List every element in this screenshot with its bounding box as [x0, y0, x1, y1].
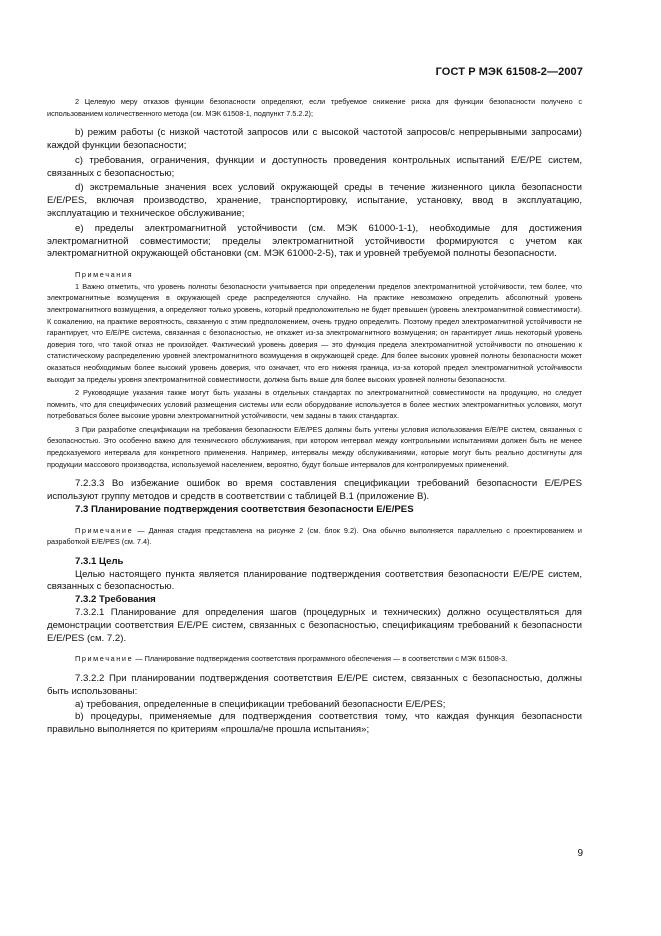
item-c: c) требования, ограничения, функции и доступность проведения контрольных испытаний E/E/PE систем, связанных с безопасностью; — [47, 154, 582, 179]
item-b-2: b) процедуры, применяемые для подтверждения соответствия тому, что каждая функция безопасности правильно выполняется по критериям «прошла/не прошла испытания»; — [47, 711, 582, 736]
item-a-2: a) требования, определенные в спецификации требований безопасности E/E/PES; — [75, 698, 446, 710]
note-label: Примечание — [75, 525, 134, 535]
note-1: 1 Важно отметить, что уровень полноты безопасности учитывается при определении пределов электромагнитной устойчивости, тем более, что электромагнитные возмущения в окружающей среде распределяются случайно. На практике невозможно определить абсолютный уровень электромагнитного возмущения, а определяют только уровень, который предположительно не будет превышен (уровень электромагнитной совместимости). К сожалению, на практике вероятность, связанную с этим предположением, очень трудно определить. Поэтому предел электромагнитной устойчивости не гарантирует, что E/E/PE система, связанная с безопасностью, не откажет из-за электромагнитного возмущения; он гарантирует лишь некоторый уровень доверия того, что такой отказ не произойдет. Фактический уровень доверия — это функция предела электромагнитной устойчивости по отношению к статистическому распределению уровней электромагнитного возмущения в окружающей среде. Для более высоких уровней полноты безопасности может оказаться необходимым более высокий уровень доверия, что означает, что его нижняя граница, из-за которой предел электромагнитной устойчивости выходит за пределы уровня электромагнитной совместимости, должна быть выше для более высоких уровней полноты безопасности. — [47, 281, 582, 384]
notes-title: Примечания — [75, 270, 134, 280]
note-2-top: 2 Целевую меру отказов функции безопасности определяют, если требуемое снижение риска для функции безопасности получено с использованием количественного метода (см. МЭК 61508-1, подпункт 7.5.2.2); — [47, 97, 582, 118]
item-e: e) пределы электромагнитной устойчивости (см. МЭК 61000-1-1), необходимые для достижения электромагнитной совместимости; пределы электромагнитной устойчивости формируются с учетом как электромагнитной окружающей обстановки (см. МЭК 61000-2-5), так и уровней требуемой полноты безопасности. — [47, 222, 582, 260]
clause-7-2-3-3: 7.2.3.3 Во избежание ошибок во время составления спецификации требований безопасности E/E/PES используют группу методов и средств в соответствии с таблицей B.1 (приложение B). — [47, 478, 582, 503]
note-7-3 — [47, 525, 582, 548]
heading-7-3-2: 7.3.2 Требования — [75, 594, 156, 606]
section-heading-7-3: 7.3 Планирование подтверждения соответствия безопасности E/E/PES — [75, 503, 414, 515]
document-code-header: ГОСТ Р МЭК 61508-2—2007 — [435, 66, 583, 78]
clause-7-3-2-2: 7.3.2.2 При планировании подтверждения соответствия E/E/PE систем, связанных с безопасностью, должны быть использованы: — [47, 673, 582, 697]
heading-7-3-1: 7.3.1 Цель — [75, 555, 124, 567]
clause-7-3-2-1: 7.3.2.1 Планирование для определения шагов (процедурных и технических) должно осуществляться для демонстрации соответствия E/E/PE систем, связанных с безопасностью, спецификациям требований к безопасности E/E/PES (см. 7.2). — [47, 607, 582, 644]
note-2: 2 Руководящие указания также могут быть указаны в отдельных стандартах по электромагнитной совместимости на продукцию, но следует помнить, что для специфических условий размещения системы или если оборудование используется в более жестких электромагнитных условиях, могут потребоваться более высокие уровни электромагнитной устойчивости, чем заданы в таких стандартах. — [47, 388, 582, 421]
item-b: b) режим работы (с низкой частотой запросов или с высокой частотой запросов/с непрерывными запросами) каждой функции безопасности; — [47, 127, 582, 151]
note-text: — Данная стадия представлена на рисунке 2 (см. блок 9.2). Она обычно выполняется параллельно с проектированием и разработкой E/E/PES (см. 7.4). — [47, 525, 582, 547]
clause-7-3-1: Целью настоящего пункта является планирование подтверждения соответствия безопасности E/E/PE систем, связанных с безопасностью. — [47, 568, 582, 593]
note-text: — Планирование подтверждения соответствия программного обеспечения — в соответствии с МЭК 61508-3. — [133, 654, 508, 664]
page-content — [47, 96, 582, 737]
note-7-3-2-1 — [47, 653, 582, 665]
page-number: 9 — [577, 848, 583, 859]
note-3: 3 При разработке спецификации на требования безопасности E/E/PES должны быть учтены условия использования E/E/PE систем, связанных с безопасностью. Это особенно важно для технического обслуживания, при котором интервал между контрольными испытаниями должен быть не менее предсказуемого интервала для конкретного применения. Например, интервалы между обслуживаниями, которые могут быть реально достигнуты для продукции массового производства, используемой населением, вероятно, будут больше интервалов для контролируемых применений. — [47, 424, 582, 469]
item-d: d) экстремальные значения всех условий окружающей среды в течение жизненного цикла безопасности E/E/PES, включая производство, хранение, транспортировку, испытание, установку, ввод в эксплуатацию, эксплуатацию и техническое обслуживание; — [47, 182, 582, 219]
note-label: Примечание — [75, 654, 134, 664]
